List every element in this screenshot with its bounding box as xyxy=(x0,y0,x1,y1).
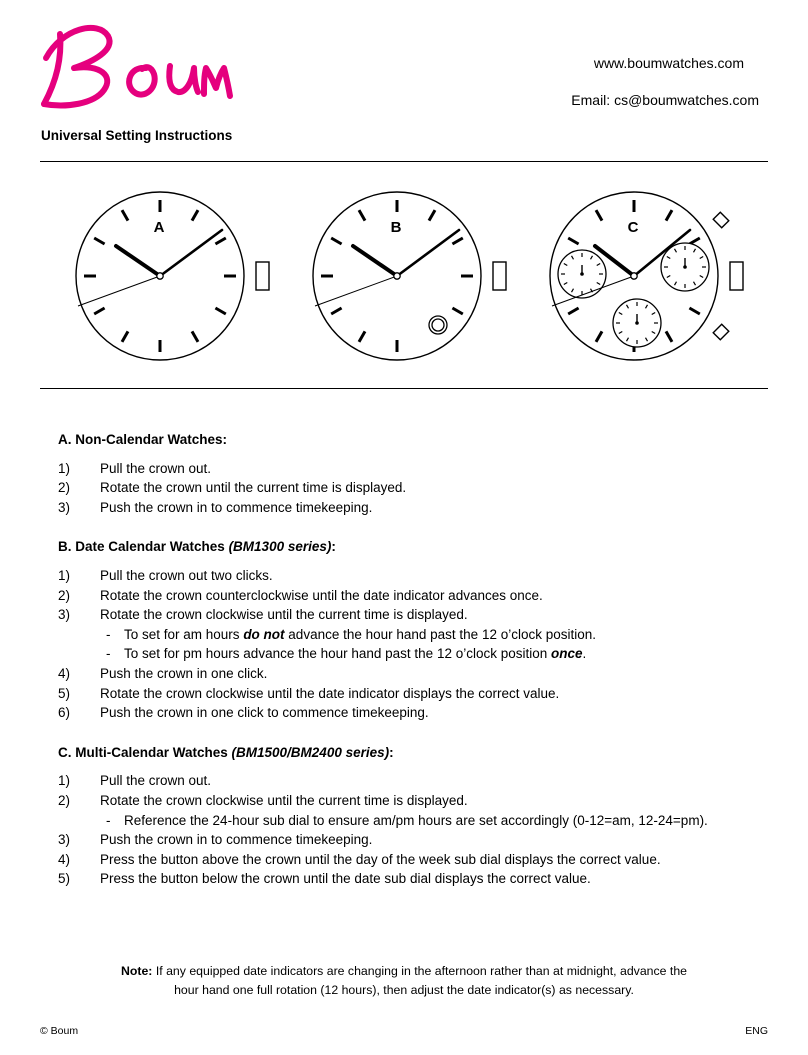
step-text: Pull the crown out two clicks. xyxy=(100,567,273,583)
watch-b-hour-hand xyxy=(353,246,397,276)
step-number: 1) xyxy=(58,460,71,476)
watch-a-minute-hand xyxy=(160,230,222,276)
brand-logo xyxy=(36,18,236,114)
sub-text: . xyxy=(582,646,587,662)
dash: - xyxy=(106,646,111,662)
sub-dial-pivot xyxy=(580,272,584,276)
list-item xyxy=(58,605,768,664)
sub-text: Reference the 24-hour sub dial to ensure am/pm hours are set accordingly (0-12=am, 12-24=pm). xyxy=(124,812,708,828)
step-text: Push the crown in one click to commence timekeeping. xyxy=(100,705,429,721)
step-text: Rotate the crown clockwise until the date indicator displays the correct value. xyxy=(100,685,560,701)
step-text: Pull the crown out. xyxy=(100,460,212,476)
top-divider xyxy=(40,161,768,162)
sub-list-item xyxy=(100,811,768,831)
section-c-title xyxy=(58,743,768,763)
watch-c-label: C xyxy=(627,219,639,236)
email-contact[interactable]: Email: cs@boumwatches.com xyxy=(571,92,759,108)
section-b-title xyxy=(58,537,768,557)
note-label: Note: xyxy=(120,964,153,978)
hour-marker xyxy=(192,210,198,220)
watch-a-pivot xyxy=(157,273,163,279)
hour-marker xyxy=(452,238,462,244)
hour-marker xyxy=(331,238,341,244)
hour-marker xyxy=(689,308,699,314)
list-item xyxy=(58,478,768,498)
step-number: 5) xyxy=(58,871,71,887)
section-b-series: (BM1300 series) xyxy=(228,539,332,555)
section-b-title-text: B. Date Calendar Watches xyxy=(58,539,229,555)
hour-marker xyxy=(666,210,672,220)
step-text: Pull the crown out. xyxy=(100,773,212,789)
step-number: 1) xyxy=(58,567,71,583)
step-number: 2) xyxy=(58,792,71,808)
step-number: 4) xyxy=(58,851,71,867)
instructions xyxy=(58,430,768,889)
step-text: Rotate the crown clockwise until the current time is displayed. xyxy=(100,607,468,623)
list-item xyxy=(58,771,768,791)
section-c-series: (BM1500/BM2400 series) xyxy=(231,744,390,760)
watch-b-label: B xyxy=(390,219,402,236)
sub-text: To set for am hours xyxy=(124,626,244,642)
step-number: 2) xyxy=(58,480,71,496)
dash: - xyxy=(106,626,111,642)
watch-c xyxy=(550,192,743,360)
sub-text: advance the hour hand past the 12 o’clock position. xyxy=(284,626,597,642)
hour-marker xyxy=(359,210,365,220)
list-item xyxy=(58,566,768,586)
watch-c-upper-button xyxy=(713,212,729,228)
watch-a-crown xyxy=(256,262,269,290)
list-item xyxy=(58,850,768,870)
step-text: Rotate the crown until the current time is displayed. xyxy=(100,480,407,496)
list-item xyxy=(58,459,768,479)
step-text: Rotate the crown counterclockwise until the date indicator advances once. xyxy=(100,587,543,603)
document-title: Universal Setting Instructions xyxy=(41,128,233,143)
hour-marker xyxy=(359,331,365,341)
watch-c-lower-button xyxy=(713,324,729,340)
list-item xyxy=(58,869,768,889)
watch-a-hour-hand xyxy=(116,246,160,276)
website-link[interactable]: www.boumwatches.com xyxy=(593,55,744,71)
step-text: Rotate the crown clockwise until the current time is displayed. xyxy=(100,792,468,808)
sub-dial-pivot xyxy=(635,321,639,325)
step-number: 1) xyxy=(58,773,71,789)
watch-diagram-canvas xyxy=(40,166,768,384)
note xyxy=(80,962,728,1000)
hour-marker xyxy=(568,308,578,314)
section-a-title: A. Non-Calendar Watches: xyxy=(58,432,228,447)
list-item xyxy=(58,684,768,704)
sub-text: To set for pm hours advance the hour hand past the 12 o’clock position xyxy=(124,646,552,662)
list-item xyxy=(58,830,768,850)
step-text: Press the button below the crown until the date sub dial displays the correct value. xyxy=(100,871,591,887)
boum-logo-icon xyxy=(36,18,236,114)
step-text: Push the crown in one click. xyxy=(100,665,268,681)
watch-b-pivot xyxy=(394,273,400,279)
hour-marker xyxy=(568,238,578,244)
watch-b-date-window-inner xyxy=(432,319,444,331)
watch-a xyxy=(76,192,269,360)
note-line-1: If any equipped date indicators are changing in the afternoon rather than at midnight, advance the xyxy=(152,964,688,978)
sub-dial-pivot xyxy=(683,265,687,269)
step-number: 4) xyxy=(58,665,71,681)
step-number: 5) xyxy=(58,685,71,701)
watch-a-second-hand xyxy=(78,276,160,306)
step-number: 2) xyxy=(58,587,71,603)
section-b-title-colon: : xyxy=(331,539,336,555)
section-c-title-text: C. Multi-Calendar Watches xyxy=(58,744,232,760)
hour-marker xyxy=(215,308,225,314)
watch-b-minute-hand xyxy=(397,230,459,276)
step-text: Press the button above the crown until the day of the week sub dial displays the correct value. xyxy=(100,851,661,867)
list-item xyxy=(58,791,768,830)
list-item xyxy=(58,586,768,606)
sub-list-item xyxy=(100,644,768,664)
watch-b-second-hand xyxy=(315,276,397,306)
footer-language: ENG xyxy=(745,1025,768,1037)
section-a-steps xyxy=(58,459,768,518)
section-b-sub-list xyxy=(100,625,768,664)
section-c-sub-list xyxy=(100,811,768,831)
list-item xyxy=(58,703,768,723)
list-item xyxy=(58,664,768,684)
step-text: Push the crown in to commence timekeeping. xyxy=(100,499,373,515)
watch-b xyxy=(313,192,506,360)
section-b-steps xyxy=(58,566,768,723)
sub-list-item xyxy=(100,625,768,645)
watch-c-crown xyxy=(730,262,743,290)
hour-marker xyxy=(666,331,672,341)
hour-marker xyxy=(596,210,602,220)
emphasis: once xyxy=(551,646,583,662)
step-number: 3) xyxy=(58,499,71,515)
hour-marker xyxy=(215,238,225,244)
section-c-title-colon: : xyxy=(389,744,394,760)
hour-marker xyxy=(452,308,462,314)
bottom-divider xyxy=(40,388,768,389)
hour-marker xyxy=(122,331,128,341)
watch-c-pivot xyxy=(631,273,637,279)
hour-marker xyxy=(94,308,104,314)
watch-diagrams xyxy=(40,166,768,384)
step-number: 6) xyxy=(58,705,71,721)
watch-b-crown xyxy=(493,262,506,290)
hour-marker xyxy=(429,210,435,220)
emphasis: do not xyxy=(243,626,285,642)
hour-marker xyxy=(596,331,602,341)
hour-marker xyxy=(192,331,198,341)
dash: - xyxy=(106,812,111,828)
watch-a-label: A xyxy=(153,219,165,236)
section-c-steps xyxy=(58,771,768,889)
hour-marker xyxy=(331,308,341,314)
step-number: 3) xyxy=(58,607,71,623)
footer-copyright: © Boum xyxy=(40,1025,79,1037)
hour-marker xyxy=(122,210,128,220)
hour-marker xyxy=(94,238,104,244)
list-item xyxy=(58,498,768,518)
note-line-2: hour hand one full rotation (12 hours), then adjust the date indicator(s) as necessary. xyxy=(174,983,634,997)
step-number: 3) xyxy=(58,832,71,848)
step-text: Push the crown in to commence timekeeping. xyxy=(100,832,373,848)
